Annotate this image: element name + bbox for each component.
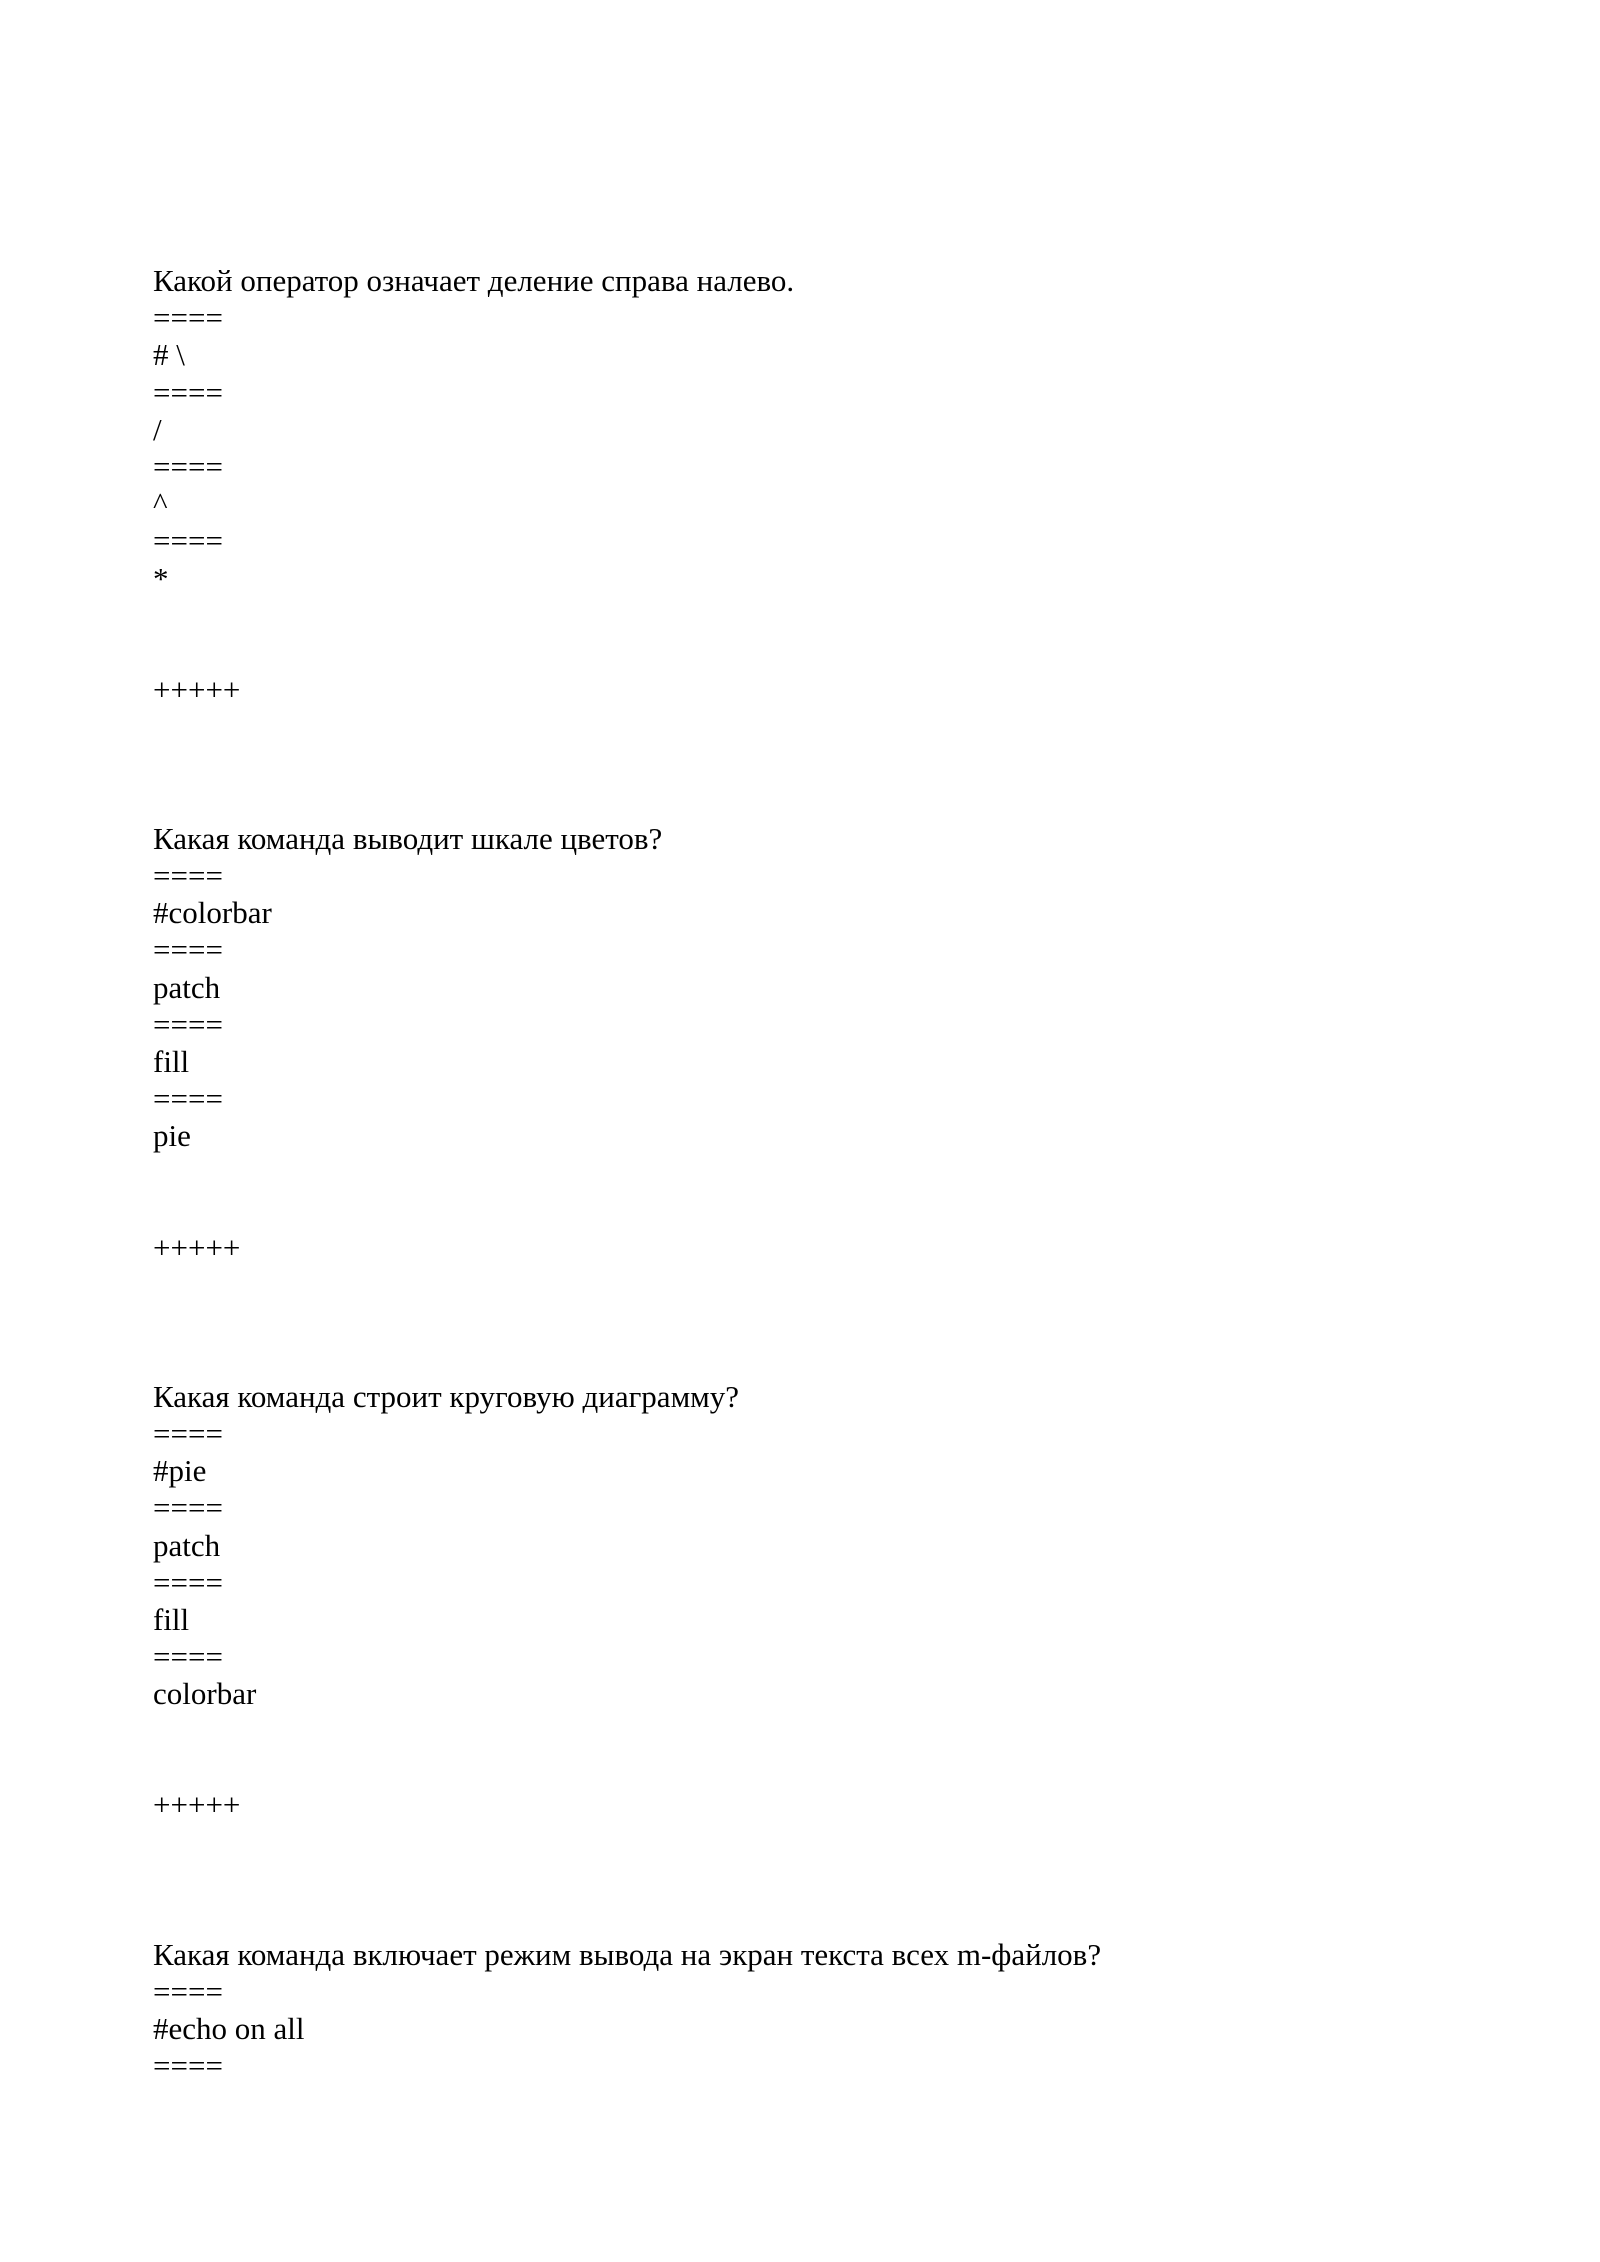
answer-option: patch: [153, 969, 221, 1005]
spacer: [153, 597, 1453, 671]
answer-separator: ====: [153, 1006, 223, 1042]
answer-option: pie: [153, 1118, 191, 1154]
answer-option: fill: [153, 1044, 190, 1079]
answer-separator: ====: [153, 300, 223, 336]
question-block: [153, 1378, 1453, 1936]
spacer: [153, 1155, 1453, 1229]
answer-separator: ====: [153, 523, 223, 559]
answer-option: # \: [153, 337, 185, 373]
answer-separator: ====: [153, 932, 223, 968]
question-text: Какой оператор означает деление справа налево.: [153, 263, 795, 298]
answer-option: /: [153, 411, 162, 447]
question-text: Какая команда строит круговую диаграмму?: [153, 1378, 740, 1414]
question-terminator: +++++: [153, 1787, 241, 1823]
answer-option: ^: [153, 486, 168, 522]
answer-separator: ====: [153, 1639, 223, 1675]
answer-separator: ====: [153, 1564, 223, 1600]
answer-option: colorbar: [153, 1676, 257, 1712]
question-terminator: +++++: [153, 671, 241, 707]
answer-option: *: [153, 560, 169, 596]
spacer: [153, 1824, 1453, 1936]
question-block: [153, 1936, 1453, 2085]
spacer: [153, 708, 1453, 820]
spacer: [153, 1712, 1453, 1786]
document-page: [153, 262, 1453, 2084]
question-terminator: +++++: [153, 1229, 241, 1265]
spacer: [153, 1266, 1453, 1378]
answer-separator: ====: [153, 448, 223, 484]
question-text: Какая команда включает режим вывода на экран текста всех m-файлов?: [153, 1936, 1102, 1972]
question-block: [153, 262, 1453, 820]
answer-option: #pie: [153, 1453, 207, 1489]
question-block: [153, 820, 1453, 1378]
answer-separator: ====: [153, 374, 223, 410]
answer-separator: ====: [153, 2048, 223, 2084]
answer-option: #colorbar: [153, 895, 272, 931]
answer-separator: ====: [153, 1973, 223, 2009]
question-text: Какая команда выводит шкале цветов?: [153, 820, 663, 856]
answer-option: #echo on all: [153, 2011, 305, 2046]
answer-separator: ====: [153, 1490, 223, 1526]
answer-option: fill: [153, 1601, 190, 1637]
answer-separator: ====: [153, 858, 223, 894]
answer-option: patch: [153, 1527, 221, 1563]
answer-separator: ====: [153, 1081, 223, 1117]
answer-separator: ====: [153, 1415, 223, 1451]
